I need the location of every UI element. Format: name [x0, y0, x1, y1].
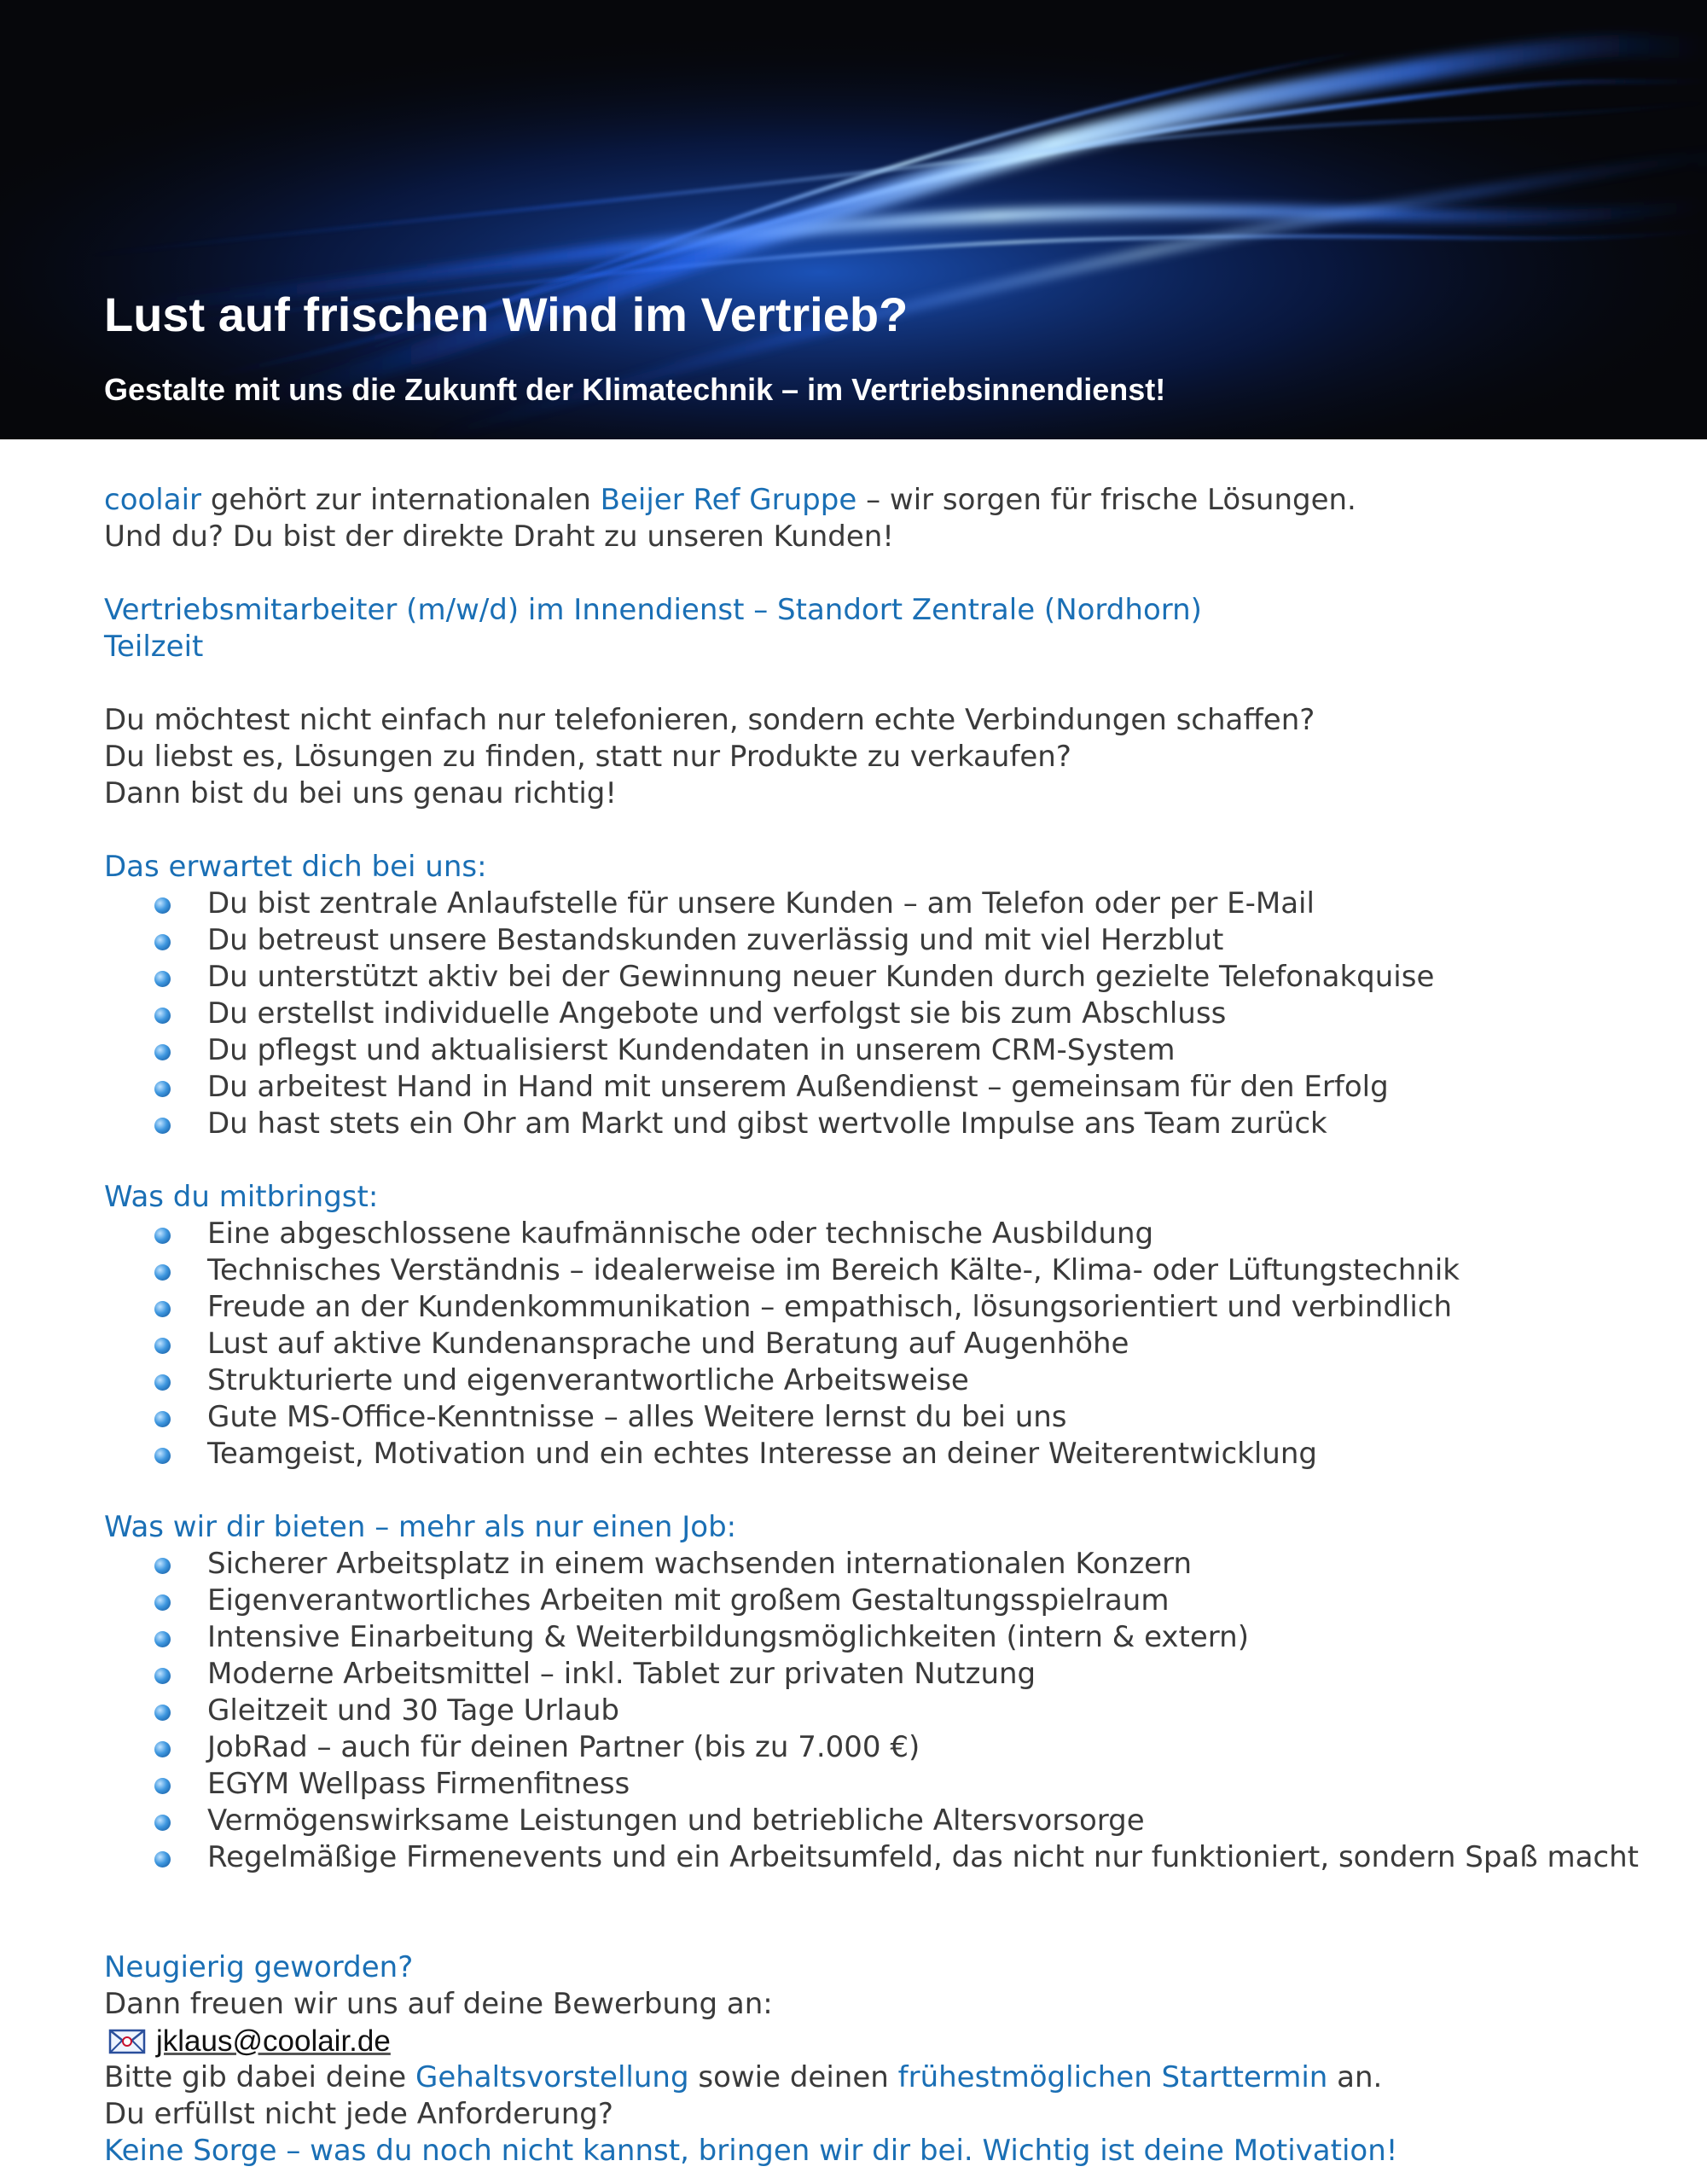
list-item: Technisches Verständnis – idealerweise im Bereich Kälte-, Klima- oder Lüftungstechnik — [207, 1252, 1674, 1289]
benefits-list — [104, 1546, 1674, 1876]
list-item: Sicherer Arbeitsplatz in einem wachsenden internationalen Konzern — [207, 1546, 1674, 1583]
list-item: Du erstellst individuelle Angebote und verfolgst sie bis zum Abschluss — [207, 996, 1674, 1032]
bullet-icon — [154, 1851, 171, 1867]
list-item: Gleitzeit und 30 Tage Urlaub — [207, 1693, 1674, 1729]
pitch-line: Du liebst es, Lösungen zu finden, statt nur Produkte zu verkaufen? — [104, 740, 1071, 774]
bullet-icon — [154, 1044, 171, 1060]
intro-line-1 — [104, 482, 1674, 519]
list-item: Strukturierte und eigenverantwortliche Arbeitsweise — [207, 1362, 1674, 1399]
section-heading-requirements: Was du mitbringst: — [104, 1180, 379, 1214]
list-item: Gute MS-Office-Kenntnisse – alles Weitere lernst du bei uns — [207, 1399, 1674, 1436]
closing-line-2: Bitte gib dabei deine Gehaltsvorstellung sowie deinen frühestmöglichen Starttermin an. — [104, 2060, 1383, 2094]
list-item: Intensive Einarbeitung & Weiterbildungsmöglichkeiten (intern & extern) — [207, 1619, 1674, 1656]
bullet-icon — [154, 1374, 171, 1391]
bullet-icon — [154, 1815, 171, 1831]
page-subtitle: Gestalte mit uns die Zukunft der Klimatechnik – im Vertriebsinnendienst! — [104, 372, 1166, 407]
position-title: Vertriebsmitarbeiter (m/w/d) im Innendienst – Standort Zentrale (Nordhorn) — [104, 593, 1202, 627]
job-ad-body — [104, 482, 1674, 2169]
list-item: Du unterstützt aktiv bei der Gewinnung neuer Kunden durch gezielte Telefonakquise — [207, 959, 1674, 996]
bullet-icon — [154, 971, 171, 987]
envelope-icon — [108, 2029, 146, 2054]
section-heading-tasks: Das erwartet dich bei uns: — [104, 850, 487, 884]
start-date-highlight: frühestmöglichen Starttermin — [897, 2060, 1328, 2094]
bullet-icon — [154, 1778, 171, 1794]
closing-line-1: Dann freuen wir uns auf deine Bewerbung an: — [104, 1987, 773, 2021]
list-item: Du bist zentrale Anlaufstelle für unsere Kunden – am Telefon oder per E-Mail — [207, 886, 1674, 922]
list-item: Vermögenswirksame Leistungen und betriebliche Altersvorsorge — [207, 1803, 1674, 1839]
group-name: Beijer Ref Gruppe — [600, 483, 857, 517]
bullet-icon — [154, 897, 171, 914]
closing-line-3: Du erfüllst nicht jede Anforderung? — [104, 2097, 613, 2131]
section-heading-benefits: Was wir dir bieten – mehr als nur einen Job: — [104, 1510, 737, 1544]
bullet-icon — [154, 1081, 171, 1097]
list-item: Eine abgeschlossene kaufmännische oder technische Ausbildung — [207, 1216, 1674, 1252]
bullet-icon — [154, 1228, 171, 1244]
bullet-icon — [154, 1668, 171, 1684]
tasks-list — [104, 886, 1674, 1142]
bullet-icon — [154, 1741, 171, 1757]
list-item: Eigenverantwortliches Arbeiten mit großem Gestaltungsspielraum — [207, 1583, 1674, 1619]
position-type: Teilzeit — [104, 630, 204, 664]
intro-line-2: Und du? Du bist der direkte Draht zu unseren Kunden! — [104, 520, 894, 554]
list-item: Du pflegst und aktualisierst Kundendaten in unserem CRM-System — [207, 1032, 1674, 1069]
intro-text: – wir sorgen für frische Lösungen. — [856, 483, 1356, 517]
salary-highlight: Gehaltsvorstellung — [415, 2060, 689, 2094]
list-item: Du arbeitest Hand in Hand mit unserem Außendienst – gemeinsam für den Erfolg — [207, 1069, 1674, 1106]
closing-line-4: Keine Sorge – was du noch nicht kannst, bringen wir dir bei. Wichtig ist deine Motivation! — [104, 2134, 1398, 2168]
bullet-icon — [154, 1705, 171, 1721]
bullet-icon — [154, 1411, 171, 1427]
list-item: Du betreust unsere Bestandskunden zuverlässig und mit viel Herzblut — [207, 922, 1674, 959]
list-item: JobRad – auch für deinen Partner (bis zu 7.000 €) — [207, 1729, 1674, 1766]
list-item: Moderne Arbeitsmittel – inkl. Tablet zur privaten Nutzung — [207, 1656, 1674, 1693]
list-item: Du hast stets ein Ohr am Markt und gibst wertvolle Impulse ans Team zurück — [207, 1106, 1674, 1142]
bullet-icon — [154, 1448, 171, 1464]
list-item: Freude an der Kundenkommunikation – empathisch, lösungsorientiert und verbindlich — [207, 1289, 1674, 1326]
pitch-line: Du möchtest nicht einfach nur telefonieren, sondern echte Verbindungen schaffen? — [104, 703, 1315, 737]
list-item: Teamgeist, Motivation und ein echtes Interesse an deiner Weiterentwicklung — [207, 1436, 1674, 1472]
bullet-icon — [154, 1264, 171, 1281]
intro-text: gehört zur internationalen — [201, 483, 601, 517]
bullet-icon — [154, 1558, 171, 1574]
list-item: Lust auf aktive Kundenansprache und Beratung auf Augenhöhe — [207, 1326, 1674, 1362]
bullet-icon — [154, 1301, 171, 1317]
bullet-icon — [154, 934, 171, 950]
pitch-line: Dann bist du bei uns genau richtig! — [104, 776, 618, 810]
closing-heading: Neugierig geworden? — [104, 1950, 414, 1984]
header-banner — [0, 0, 1707, 439]
bullet-icon — [154, 1008, 171, 1024]
requirements-list — [104, 1216, 1674, 1472]
email-link[interactable]: jklaus@coolair.de — [156, 2024, 391, 2058]
bullet-icon — [154, 1594, 171, 1611]
bullet-icon — [154, 1118, 171, 1134]
company-name: coolair — [104, 483, 202, 517]
list-item: Regelmäßige Firmenevents und ein Arbeitsumfeld, das nicht nur funktioniert, sondern Spaß macht — [207, 1839, 1674, 1876]
bullet-icon — [154, 1338, 171, 1354]
bullet-icon — [154, 1631, 171, 1647]
page-title: Lust auf frischen Wind im Vertrieb? — [104, 288, 909, 341]
list-item: EGYM Wellpass Firmenfitness — [207, 1766, 1674, 1803]
email-row — [104, 2023, 1674, 2059]
